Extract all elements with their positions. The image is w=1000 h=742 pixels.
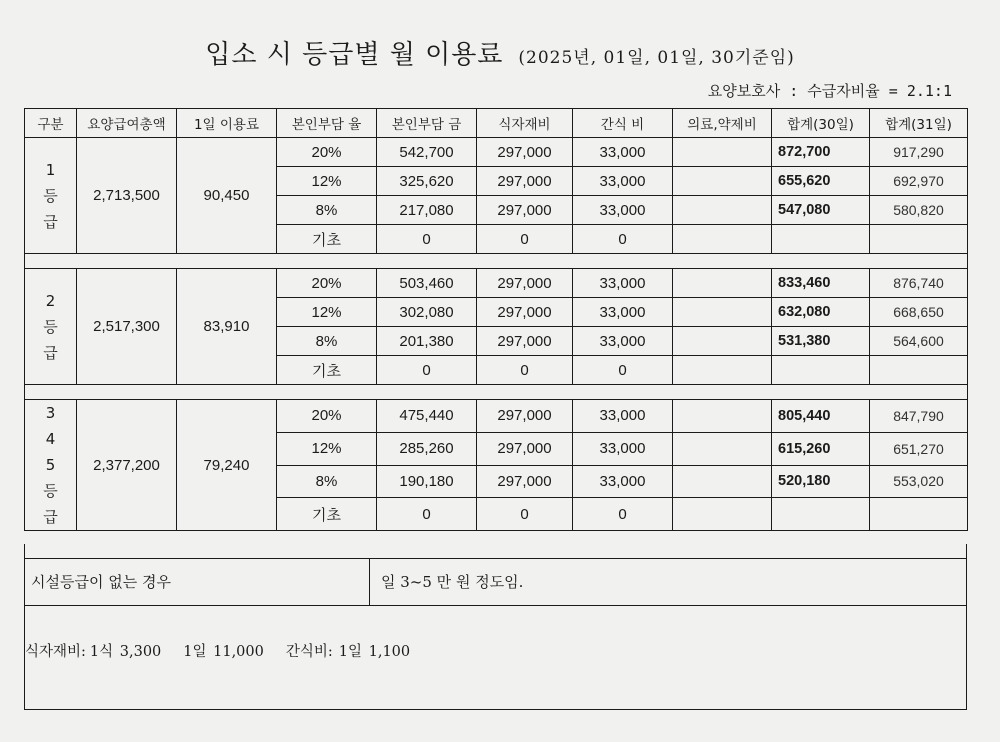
copay-amount-cell: 190,180 bbox=[377, 465, 477, 498]
header-medical-cost: 의료,약제비 bbox=[673, 109, 772, 138]
sum-30-cell: 531,380 bbox=[772, 327, 870, 356]
copay-amount-cell: 475,440 bbox=[377, 400, 477, 433]
grade-char: 등 bbox=[43, 317, 58, 336]
total-benefit-cell: 2,377,200 bbox=[77, 400, 177, 531]
copay-amount-cell: 325,620 bbox=[377, 167, 477, 196]
sum-31-cell: 564,600 bbox=[870, 327, 968, 356]
sum-31-cell bbox=[870, 225, 968, 254]
copay-rate-cell: 8% bbox=[277, 196, 377, 225]
copay-amount-cell: 0 bbox=[377, 498, 477, 531]
sum-30-cell: 615,260 bbox=[772, 432, 870, 465]
grade-char: 등 bbox=[43, 482, 58, 500]
grade-cell bbox=[25, 138, 77, 254]
sum-30-cell: 655,620 bbox=[772, 167, 870, 196]
food-cost-cell: 297,000 bbox=[477, 400, 573, 433]
food-cost-cell: 297,000 bbox=[477, 196, 573, 225]
medical-cost-cell bbox=[673, 356, 772, 385]
grade-char: 급 bbox=[43, 212, 58, 231]
medical-cost-cell bbox=[673, 167, 772, 196]
snack-cost-cell: 33,000 bbox=[573, 269, 673, 298]
food-cost-cell: 0 bbox=[477, 225, 573, 254]
medical-cost-cell bbox=[673, 298, 772, 327]
header-sum-31: 합계(31일) bbox=[870, 109, 968, 138]
daily-fee-cell: 90,450 bbox=[177, 138, 277, 254]
title-sub: (2025년, 01일, 01일, 30기준임) bbox=[518, 48, 795, 68]
sum-31-cell: 917,290 bbox=[870, 138, 968, 167]
separator-cell bbox=[25, 254, 968, 269]
copay-amount-cell: 542,700 bbox=[377, 138, 477, 167]
food-cost-cell: 297,000 bbox=[477, 269, 573, 298]
header-snack-cost: 간식 비 bbox=[573, 109, 673, 138]
medical-cost-cell bbox=[673, 196, 772, 225]
grade-char: 2 bbox=[45, 291, 56, 310]
medical-cost-cell bbox=[673, 138, 772, 167]
total-benefit-cell: 2,517,300 bbox=[77, 269, 177, 385]
medical-cost-cell bbox=[673, 269, 772, 298]
grade-char: 1 bbox=[45, 160, 56, 179]
food-cost-cell: 297,000 bbox=[477, 432, 573, 465]
snack-cost-cell: 33,000 bbox=[573, 465, 673, 498]
sum-30-cell bbox=[772, 225, 870, 254]
copay-rate-cell: 12% bbox=[277, 432, 377, 465]
snack-cost-cell: 0 bbox=[573, 498, 673, 531]
sum-30-cell: 805,440 bbox=[772, 400, 870, 433]
copay-rate-cell: 기초 bbox=[277, 356, 377, 385]
sum-31-cell: 580,820 bbox=[870, 196, 968, 225]
header-total-benefit: 요양급여총액 bbox=[77, 109, 177, 138]
table-row bbox=[25, 138, 968, 167]
food-cost-cell: 297,000 bbox=[477, 138, 573, 167]
medical-cost-cell bbox=[673, 432, 772, 465]
sum-31-cell: 692,970 bbox=[870, 167, 968, 196]
snack-cost-cell: 0 bbox=[573, 356, 673, 385]
copay-rate-cell: 20% bbox=[277, 269, 377, 298]
copay-rate-cell: 20% bbox=[277, 400, 377, 433]
medical-cost-cell bbox=[673, 498, 772, 531]
total-benefit-cell: 2,713,500 bbox=[77, 138, 177, 254]
copay-rate-cell: 8% bbox=[277, 327, 377, 356]
daily-fee-cell: 83,910 bbox=[177, 269, 277, 385]
copay-rate-cell: 12% bbox=[277, 167, 377, 196]
copay-rate-cell: 8% bbox=[277, 465, 377, 498]
grade-cell bbox=[25, 269, 77, 385]
snack-cost-cell: 33,000 bbox=[573, 400, 673, 433]
snack-cost-cell: 33,000 bbox=[573, 167, 673, 196]
food-cost-cell: 297,000 bbox=[477, 327, 573, 356]
medical-cost-cell bbox=[673, 327, 772, 356]
sum-30-cell bbox=[772, 356, 870, 385]
sum-30-cell: 833,460 bbox=[772, 269, 870, 298]
sum-31-cell: 668,650 bbox=[870, 298, 968, 327]
medical-cost-cell bbox=[673, 225, 772, 254]
copay-amount-cell: 302,080 bbox=[377, 298, 477, 327]
food-cost-cell: 297,000 bbox=[477, 298, 573, 327]
sum-31-cell: 876,740 bbox=[870, 269, 968, 298]
copay-amount-cell: 285,260 bbox=[377, 432, 477, 465]
header-copay-amount: 본인부담 금 bbox=[377, 109, 477, 138]
group-separator bbox=[25, 385, 968, 400]
medical-cost-cell bbox=[673, 465, 772, 498]
copay-amount-cell: 0 bbox=[377, 225, 477, 254]
title-main: 입소 시 등급별 월 이용료 bbox=[205, 40, 504, 70]
facility-value: 일 3~5 만 원 정도임. bbox=[381, 573, 524, 591]
separator-cell bbox=[25, 385, 968, 400]
food-cost-cell: 297,000 bbox=[477, 167, 573, 196]
sum-30-cell: 520,180 bbox=[772, 465, 870, 498]
divider bbox=[369, 559, 370, 605]
sum-31-cell bbox=[870, 356, 968, 385]
facility-row bbox=[25, 558, 966, 606]
copay-rate-cell: 20% bbox=[277, 138, 377, 167]
copay-rate-cell: 기초 bbox=[277, 498, 377, 531]
header-sum-30: 합계(30일) bbox=[772, 109, 870, 138]
grade-char: 3 bbox=[45, 404, 56, 422]
grade-char: 등 bbox=[43, 186, 58, 205]
header-row bbox=[25, 109, 968, 138]
per-day-cost: 1일 11,000 bbox=[183, 644, 264, 660]
document-title bbox=[0, 34, 1000, 71]
sum-30-cell: 547,080 bbox=[772, 196, 870, 225]
sum-31-cell bbox=[870, 498, 968, 531]
snack-label: 간식비: bbox=[285, 644, 333, 660]
table-row bbox=[25, 400, 968, 433]
food-cost-cell: 0 bbox=[477, 356, 573, 385]
meal-cost-line bbox=[25, 640, 432, 661]
copay-amount-cell: 0 bbox=[377, 356, 477, 385]
table-row bbox=[25, 269, 968, 298]
staff-ratio: 요양보호사 : 수급자비율 = 2.1:1 bbox=[707, 82, 952, 100]
facility-label: 시설등급이 없는 경우 bbox=[31, 573, 171, 591]
grade-cell bbox=[25, 400, 77, 531]
copay-amount-cell: 201,380 bbox=[377, 327, 477, 356]
snack-cost-cell: 33,000 bbox=[573, 327, 673, 356]
sum-31-cell: 651,270 bbox=[870, 432, 968, 465]
medical-cost-cell bbox=[673, 400, 772, 433]
sum-31-cell: 553,020 bbox=[870, 465, 968, 498]
group-separator bbox=[25, 254, 968, 269]
header-daily-fee: 1일 이용료 bbox=[177, 109, 277, 138]
sum-31-cell: 847,790 bbox=[870, 400, 968, 433]
snack-cost-cell: 0 bbox=[573, 225, 673, 254]
header-copay-rate: 본인부담 율 bbox=[277, 109, 377, 138]
grade-char: 급 bbox=[43, 508, 58, 526]
sum-30-cell bbox=[772, 498, 870, 531]
food-label: 식자재비: bbox=[25, 644, 86, 660]
sum-30-cell: 872,700 bbox=[772, 138, 870, 167]
fee-table bbox=[24, 108, 968, 531]
food-cost-cell: 0 bbox=[477, 498, 573, 531]
notes-section bbox=[24, 544, 967, 710]
snack-cost-cell: 33,000 bbox=[573, 432, 673, 465]
snack-per-day: 1일 1,100 bbox=[338, 644, 411, 660]
copay-amount-cell: 217,080 bbox=[377, 196, 477, 225]
grade-char: 급 bbox=[43, 343, 58, 362]
copay-rate-cell: 기초 bbox=[277, 225, 377, 254]
snack-cost-cell: 33,000 bbox=[573, 298, 673, 327]
per-meal-cost: 1식 3,300 bbox=[89, 644, 162, 660]
header-food-cost: 식자재비 bbox=[477, 109, 573, 138]
header-category: 구분 bbox=[25, 109, 77, 138]
snack-cost-cell: 33,000 bbox=[573, 138, 673, 167]
copay-amount-cell: 503,460 bbox=[377, 269, 477, 298]
grade-char: 4 bbox=[45, 430, 56, 448]
snack-cost-cell: 33,000 bbox=[573, 196, 673, 225]
food-cost-cell: 297,000 bbox=[477, 465, 573, 498]
sum-30-cell: 632,080 bbox=[772, 298, 870, 327]
grade-char: 5 bbox=[45, 456, 56, 474]
daily-fee-cell: 79,240 bbox=[177, 400, 277, 531]
copay-rate-cell: 12% bbox=[277, 298, 377, 327]
